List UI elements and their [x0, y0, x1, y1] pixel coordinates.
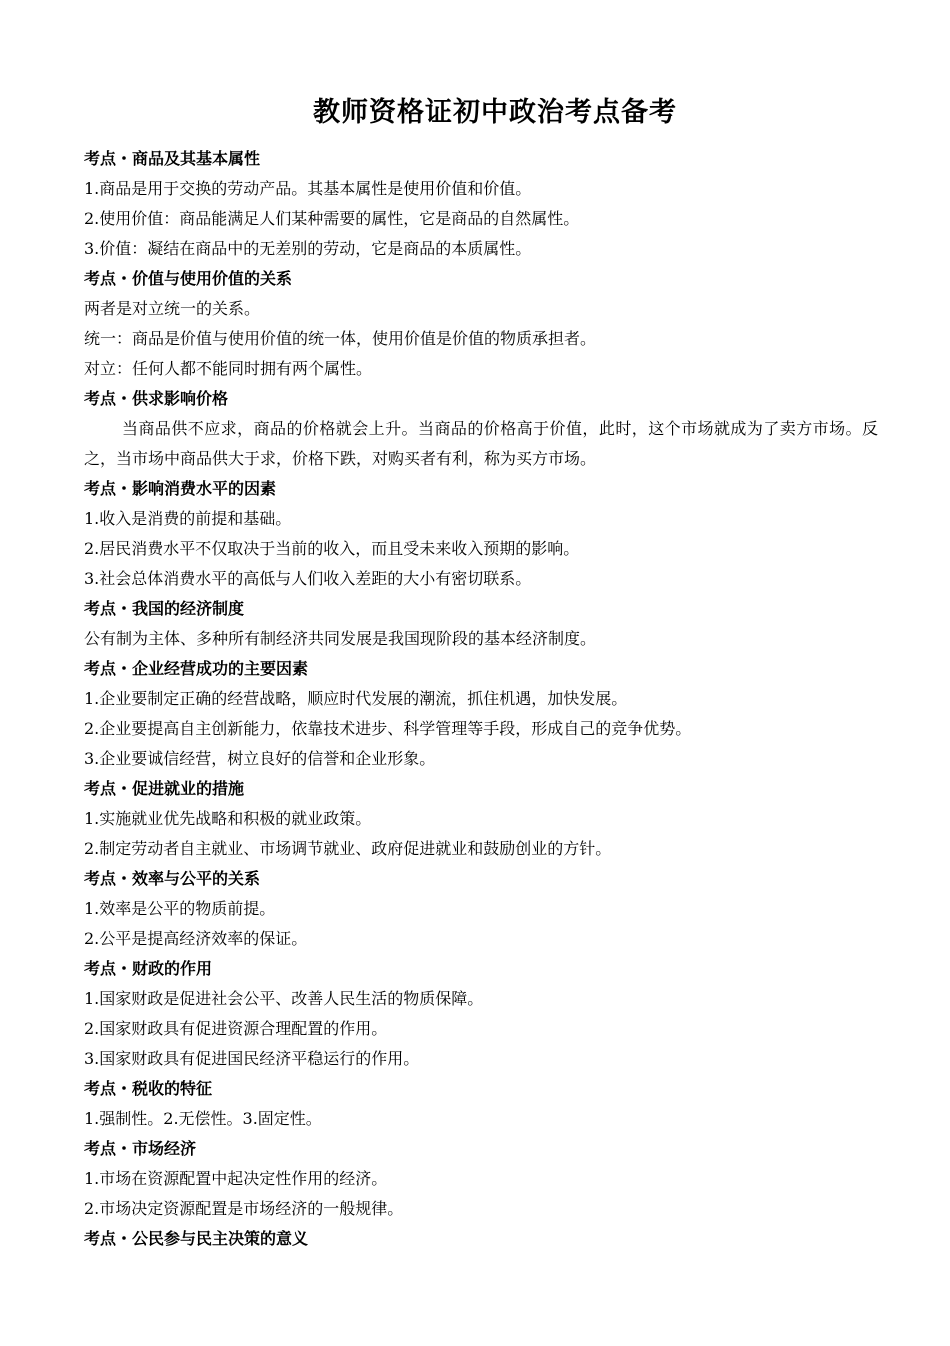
- section-heading: 考点・税收的特征: [84, 1079, 213, 1098]
- text-line: 统一：商品是价值与使用价值的统一体，使用价值是价值的物质承担者。: [84, 329, 597, 348]
- text-line: 3.社会总体消费水平的高低与人们收入差距的大小有密切联系。: [84, 569, 532, 588]
- section-heading: 考点・促进就业的措施: [84, 779, 245, 798]
- section-supply-demand-price: [84, 384, 878, 474]
- section-heading: 考点・价值与使用价值的关系: [84, 269, 293, 288]
- text-line: 2.公平是提高经济效率的保证。: [84, 929, 308, 948]
- section-economic-system: [84, 594, 878, 654]
- text-line: 3.国家财政具有促进国民经济平稳运行的作用。: [84, 1049, 420, 1068]
- section-heading: 考点・市场经济: [84, 1139, 197, 1158]
- text-line: 2.市场决定资源配置是市场经济的一般规律。: [84, 1199, 404, 1218]
- section-tax-features: [84, 1074, 878, 1134]
- text-line: 1.效率是公平的物质前提。: [84, 899, 276, 918]
- text-line: 1.强制性。2.无偿性。3.固定性。: [84, 1109, 322, 1128]
- section-commodity-attributes: [84, 144, 878, 264]
- text-line: 1.市场在资源配置中起决定性作用的经济。: [84, 1169, 388, 1188]
- section-value-relation: [84, 264, 878, 384]
- document-page: [84, 92, 878, 1254]
- text-line: 1.企业要制定正确的经营战略，顺应时代发展的潮流，抓住机遇，加快发展。: [84, 689, 628, 708]
- text-line: 1.商品是用于交换的劳动产品。其基本属性是使用价值和价值。: [84, 179, 532, 198]
- section-employment-measures: [84, 774, 878, 864]
- section-heading: 考点・我国的经济制度: [84, 599, 245, 618]
- section-fiscal-role: [84, 954, 878, 1074]
- text-paragraph: 当商品供不应求，商品的价格就会上升。当商品的价格高于价值，此时，这个市场就成为了卖方市场。反之，当市场中商品供大于求，价格下跌，对购买者有利，称为买方市场。: [84, 419, 878, 468]
- section-market-economy: [84, 1134, 878, 1224]
- section-heading: 考点・企业经营成功的主要因素: [84, 659, 309, 678]
- text-line: 1.实施就业优先战略和积极的就业政策。: [84, 809, 372, 828]
- text-line: 1.国家财政是促进社会公平、改善人民生活的物质保障。: [84, 989, 484, 1008]
- section-heading: 考点・影响消费水平的因素: [84, 479, 277, 498]
- text-line: 2.居民消费水平不仅取决于当前的收入，而且受未来收入预期的影响。: [84, 539, 580, 558]
- section-enterprise-success: [84, 654, 878, 774]
- document-title: 教师资格证初中政治考点备考: [313, 97, 677, 128]
- text-line: 2.制定劳动者自主就业、市场调节就业、政府促进就业和鼓励创业的方针。: [84, 839, 612, 858]
- text-line: 3.价值：凝结在商品中的无差别的劳动，它是商品的本质属性。: [84, 239, 532, 258]
- section-heading: 考点・公民参与民主决策的意义: [84, 1229, 309, 1248]
- section-heading: 考点・效率与公平的关系: [84, 869, 261, 888]
- text-line: 2.企业要提高自主创新能力，依靠技术进步、科学管理等手段，形成自己的竞争优势。: [84, 719, 692, 738]
- text-line: 2.使用价值：商品能满足人们某种需要的属性，它是商品的自然属性。: [84, 209, 580, 228]
- section-consumption-factors: [84, 474, 878, 594]
- section-heading: 考点・商品及其基本属性: [84, 149, 261, 168]
- section-civic-participation: [84, 1224, 878, 1254]
- text-line: 2.国家财政具有促进资源合理配置的作用。: [84, 1019, 388, 1038]
- text-line: 3.企业要诚信经营，树立良好的信誉和企业形象。: [84, 749, 436, 768]
- text-line: 两者是对立统一的关系。: [84, 299, 261, 318]
- text-line: 1.收入是消费的前提和基础。: [84, 509, 292, 528]
- section-efficiency-fairness: [84, 864, 878, 954]
- section-heading: 考点・财政的作用: [84, 959, 213, 978]
- text-line: 公有制为主体、多种所有制经济共同发展是我国现阶段的基本经济制度。: [84, 629, 597, 648]
- section-heading: 考点・供求影响价格: [84, 389, 229, 408]
- text-line: 对立：任何人都不能同时拥有两个属性。: [84, 359, 373, 378]
